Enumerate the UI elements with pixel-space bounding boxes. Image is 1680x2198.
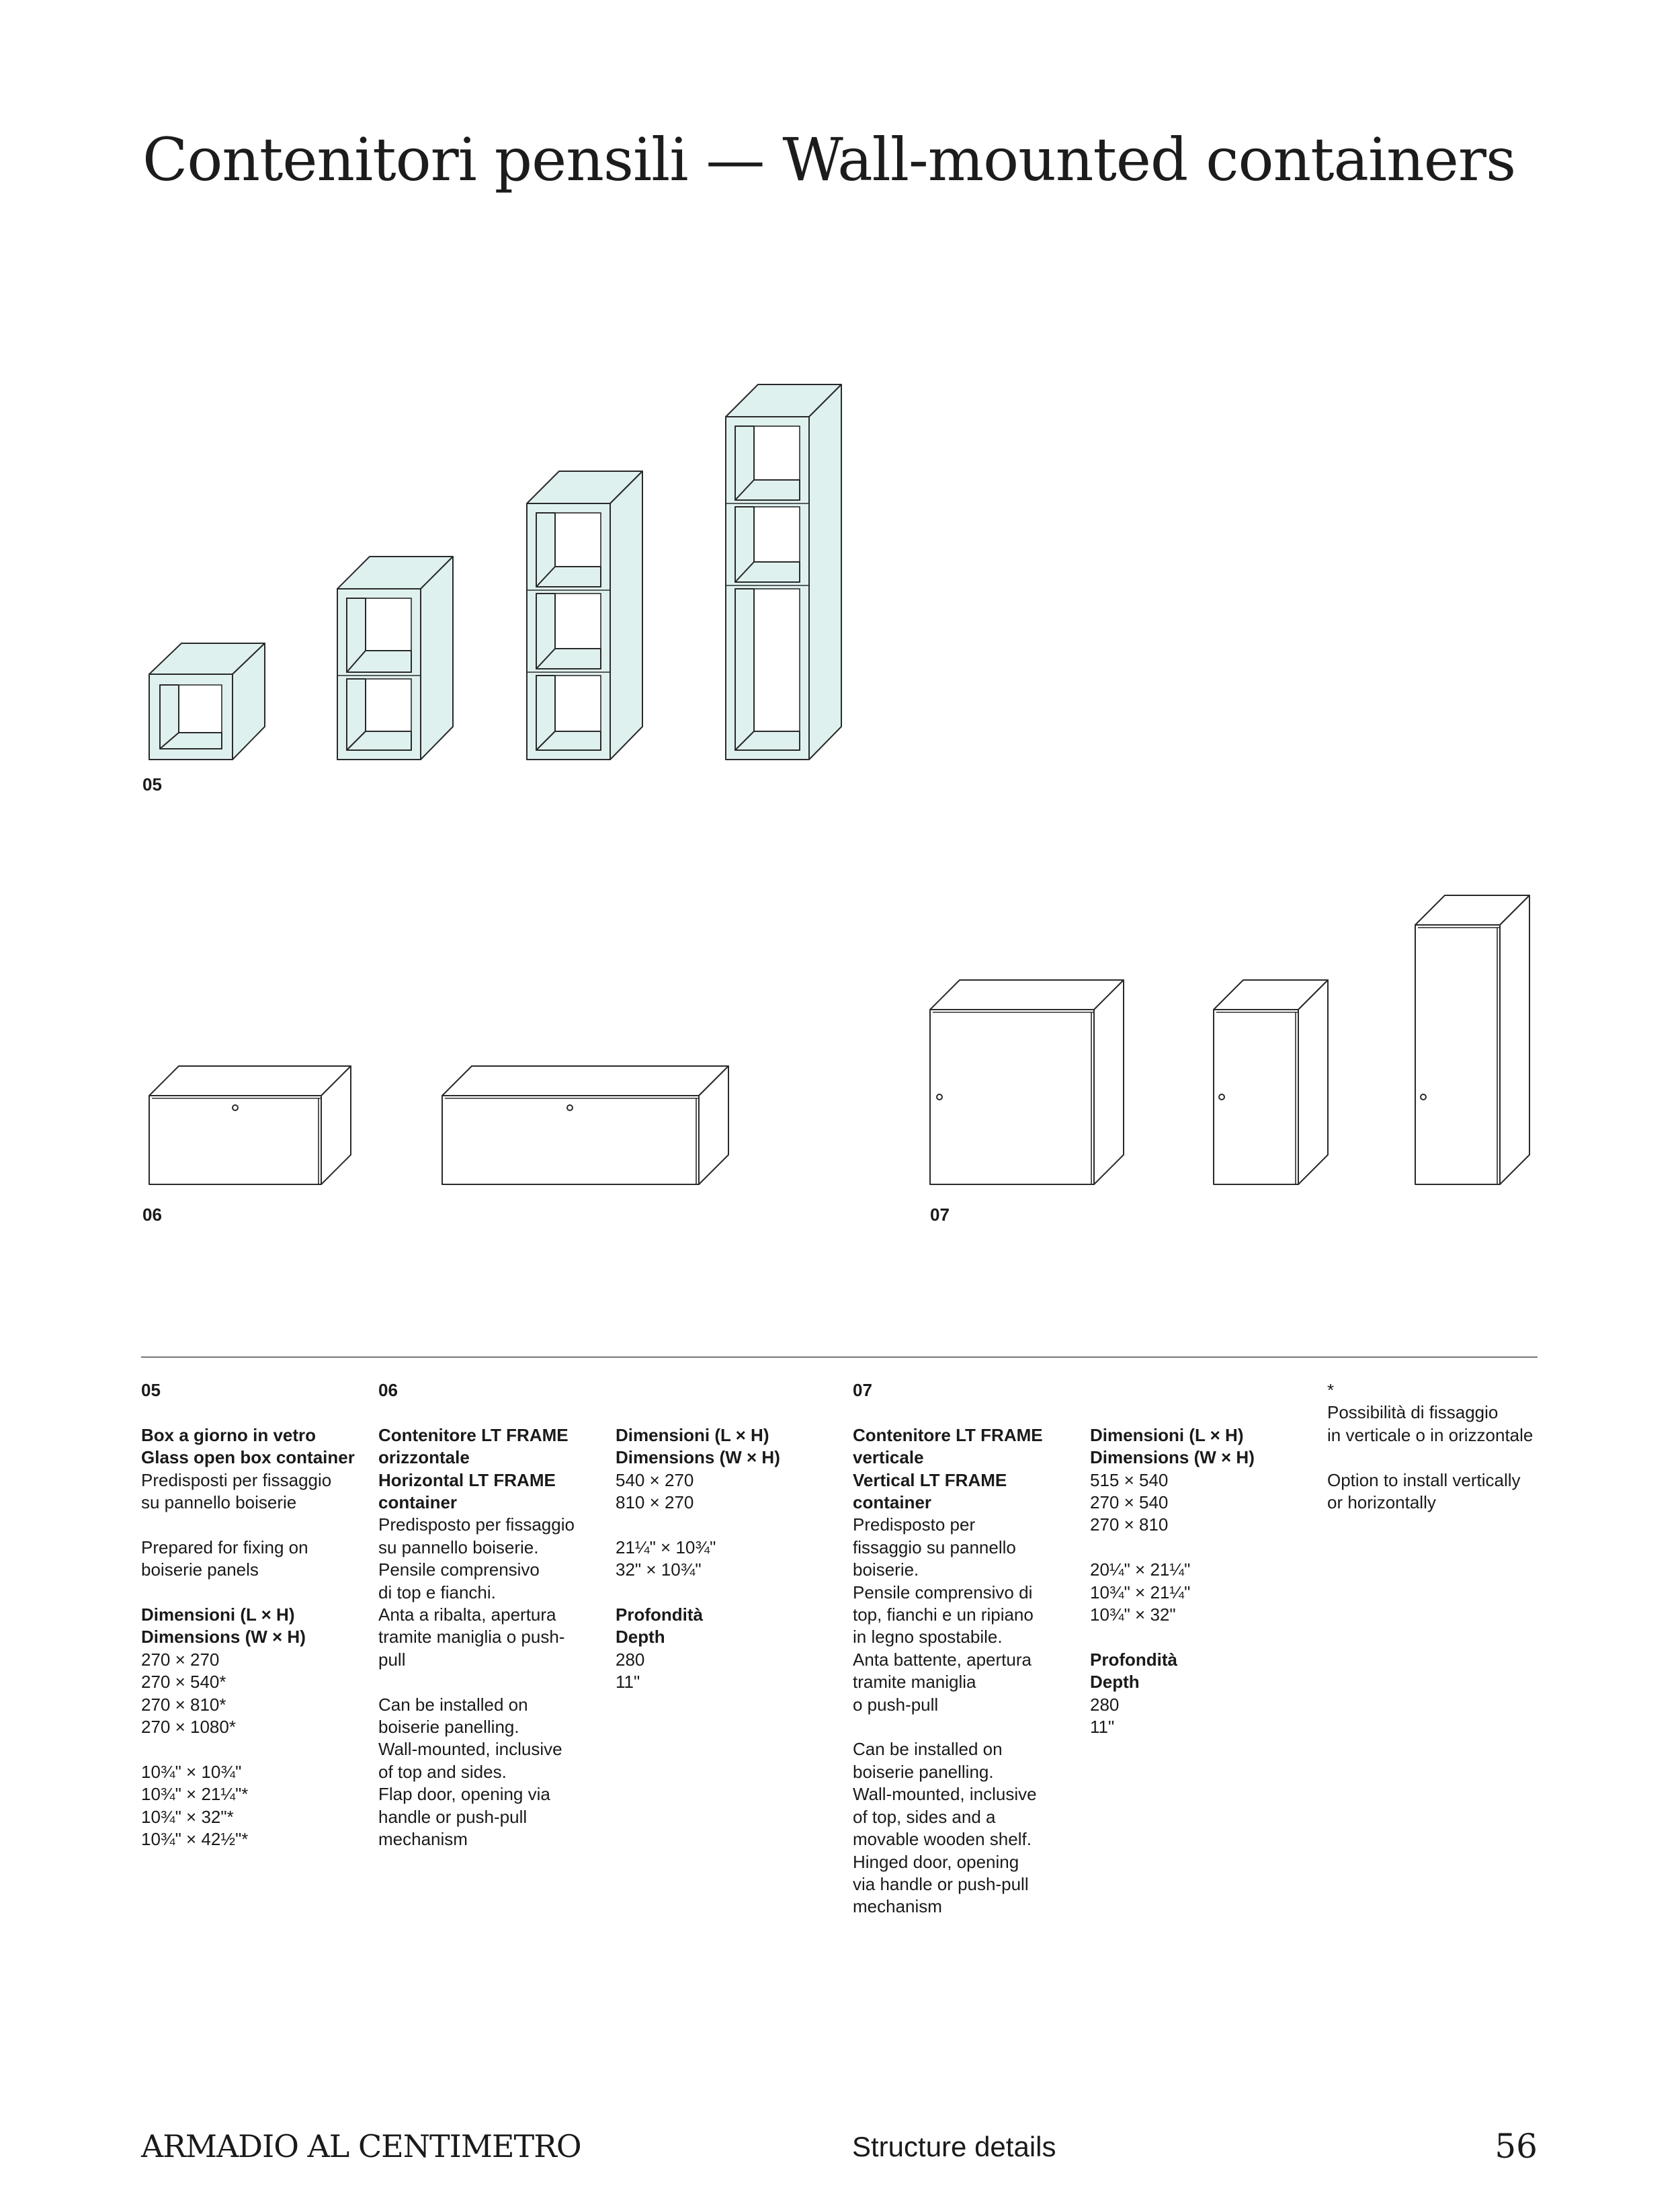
horizontal-container-810x270 bbox=[442, 1066, 728, 1184]
spec-line: movable wooden shelf. bbox=[853, 1829, 1032, 1850]
spec-line: verticale bbox=[853, 1447, 924, 1468]
spec-line: Profondità bbox=[1090, 1649, 1177, 1670]
spec-line: 20¼" × 21¼" bbox=[1090, 1559, 1191, 1580]
spec-line: Dimensions (W × H) bbox=[616, 1447, 780, 1468]
horizontal-container-540x270 bbox=[149, 1066, 351, 1184]
spec-line: 280 bbox=[616, 1649, 645, 1670]
spec-line: Dimensions (W × H) bbox=[1090, 1447, 1255, 1468]
footnote-asterisk: * bbox=[1327, 1380, 1335, 1400]
page-title: Contenitori pensili — Wall-mounted containers bbox=[142, 125, 1516, 194]
spacer bbox=[141, 1582, 355, 1604]
spec-line: 10¾" × 21¼"* bbox=[141, 1784, 249, 1805]
spec-line: in verticale o in orizzontale bbox=[1327, 1424, 1534, 1445]
spec-number: 06 bbox=[378, 1380, 398, 1400]
spec-column-05 bbox=[141, 1379, 355, 1850]
page-number: 56 bbox=[1495, 2127, 1538, 2166]
spec-line: Predisposti per fissaggio bbox=[141, 1469, 332, 1490]
spec-line: of top and sides. bbox=[378, 1761, 507, 1782]
footer-brand: ARMADIO AL CENTIMETRO bbox=[141, 2128, 581, 2164]
spec-line: Contenitore LT FRAME bbox=[378, 1424, 569, 1445]
spec-number bbox=[1090, 1379, 1255, 1401]
spec-line: 280 bbox=[1090, 1694, 1120, 1715]
figure-label-07: 07 bbox=[930, 1205, 950, 1225]
spacer bbox=[616, 1514, 780, 1536]
spec-line: Contenitore LT FRAME bbox=[853, 1424, 1043, 1445]
section-divider bbox=[141, 1356, 1538, 1358]
spec-line: in legno spostabile. bbox=[853, 1627, 1003, 1647]
spec-line: o push-pull bbox=[853, 1694, 939, 1715]
spec-line: 270 × 270 bbox=[141, 1649, 220, 1670]
spacer bbox=[1090, 1626, 1255, 1648]
glass-box-270x810 bbox=[527, 471, 642, 760]
spec-line: Can be installed on bbox=[378, 1694, 528, 1715]
spec-lines bbox=[141, 1424, 355, 1851]
spec-line: or horizontally bbox=[1327, 1492, 1436, 1513]
spacer bbox=[616, 1582, 780, 1604]
spec-line: 270 × 540 bbox=[1090, 1492, 1169, 1512]
spec-line: su pannello boiserie bbox=[141, 1492, 297, 1513]
spec-line: Wall-mounted, inclusive bbox=[853, 1784, 1037, 1805]
spec-line: Depth bbox=[616, 1627, 665, 1647]
figure-label-05: 05 bbox=[142, 774, 162, 795]
spec-number bbox=[616, 1379, 780, 1401]
spec-line: container bbox=[378, 1492, 458, 1513]
spec-number: 07 bbox=[853, 1380, 872, 1400]
spec-column-07-description bbox=[853, 1379, 1043, 1918]
spec-line: Anta battente, apertura bbox=[853, 1649, 1032, 1670]
spec-line: 270 × 1080* bbox=[141, 1717, 236, 1738]
spec-line: of top, sides and a bbox=[853, 1806, 996, 1827]
spec-line: Profondità bbox=[616, 1604, 703, 1625]
spec-line: orizzontale bbox=[378, 1447, 470, 1468]
spec-line: fissaggio su pannello bbox=[853, 1537, 1016, 1557]
spec-line: Prepared for fixing on bbox=[141, 1537, 308, 1557]
spec-line: Box a giorno in vetro bbox=[141, 1424, 317, 1445]
spec-lines bbox=[1327, 1401, 1533, 1514]
vertical-container-270x540 bbox=[1214, 980, 1328, 1184]
spec-lines bbox=[616, 1424, 780, 1694]
spec-line: boiserie. bbox=[853, 1559, 919, 1580]
spec-line: Dimensioni (L × H) bbox=[616, 1424, 769, 1445]
spec-line: 270 × 540* bbox=[141, 1672, 226, 1693]
spec-line: 270 × 810 bbox=[1090, 1514, 1169, 1535]
spec-line: 11" bbox=[616, 1672, 640, 1693]
spec-column-note bbox=[1327, 1379, 1533, 1514]
glass-box-270x270 bbox=[149, 643, 265, 760]
spec-line: Vertical LT FRAME bbox=[853, 1469, 1007, 1490]
spacer bbox=[141, 1738, 355, 1760]
spec-line: 270 × 810* bbox=[141, 1694, 226, 1715]
spacer bbox=[141, 1514, 355, 1536]
spec-line: Horizontal LT FRAME bbox=[378, 1469, 556, 1490]
footer-section: Structure details bbox=[852, 2131, 1056, 2162]
spec-line: 32" × 10¾" bbox=[616, 1559, 702, 1580]
spacer bbox=[1327, 1447, 1533, 1469]
spec-lines bbox=[853, 1424, 1043, 1918]
spec-line: Dimensions (W × H) bbox=[141, 1627, 306, 1647]
spec-line: 810 × 270 bbox=[616, 1492, 694, 1512]
spec-line: 540 × 270 bbox=[616, 1469, 694, 1490]
spec-line: container bbox=[853, 1492, 932, 1513]
spec-line: Wall-mounted, inclusive bbox=[378, 1739, 562, 1760]
spec-line: Predisposto per bbox=[853, 1514, 976, 1535]
spec-line: 10¾" × 32"* bbox=[141, 1806, 234, 1827]
figure-label-06: 06 bbox=[142, 1205, 162, 1225]
spec-line: 10¾" × 21¼" bbox=[1090, 1582, 1191, 1602]
spec-line: 10¾" × 32" bbox=[1090, 1604, 1176, 1625]
spec-line: Predisposto per fissaggio bbox=[378, 1514, 575, 1535]
spec-lines bbox=[1090, 1424, 1255, 1739]
spec-column-06-dimensions bbox=[616, 1379, 780, 1694]
spec-line: Dimensioni (L × H) bbox=[141, 1604, 295, 1625]
spec-line: mechanism bbox=[853, 1896, 942, 1917]
spec-line: Dimensioni (L × H) bbox=[1090, 1424, 1244, 1445]
spec-line: Glass open box container bbox=[141, 1447, 355, 1468]
spec-line: pull bbox=[378, 1649, 406, 1670]
spec-line: Option to install vertically bbox=[1327, 1469, 1521, 1490]
spec-line: via handle or push-pull bbox=[853, 1873, 1029, 1894]
spec-line: tramite maniglia bbox=[853, 1672, 976, 1693]
spec-number: 05 bbox=[141, 1380, 161, 1400]
spec-line: Can be installed on bbox=[853, 1739, 1003, 1760]
glass-box-270x540 bbox=[337, 557, 453, 760]
spec-line: boiserie panelling. bbox=[853, 1761, 994, 1782]
spec-line: di top e fianchi. bbox=[378, 1582, 496, 1602]
spec-line: top, fianchi e un ripiano bbox=[853, 1604, 1034, 1625]
spec-line: Depth bbox=[1090, 1672, 1140, 1693]
spec-line: Pensile comprensivo bbox=[378, 1559, 540, 1580]
spec-line: tramite maniglia o push- bbox=[378, 1627, 565, 1647]
spec-line: 21¼" × 10¾" bbox=[616, 1537, 716, 1557]
spec-line: 11" bbox=[1090, 1717, 1115, 1738]
spacer bbox=[853, 1716, 1043, 1738]
spec-line: Flap door, opening via bbox=[378, 1784, 550, 1805]
vertical-container-270x810 bbox=[1415, 895, 1529, 1184]
spec-line: 515 × 540 bbox=[1090, 1469, 1169, 1490]
spec-line: Hinged door, opening bbox=[853, 1851, 1019, 1872]
spec-line: Pensile comprensivo di bbox=[853, 1582, 1033, 1602]
spec-line: Possibilità di fissaggio bbox=[1327, 1402, 1499, 1423]
glass-box-270x1080 bbox=[726, 384, 841, 760]
spec-column-07-dimensions bbox=[1090, 1379, 1255, 1738]
spec-column-06-description bbox=[378, 1379, 575, 1851]
spacer bbox=[1090, 1537, 1255, 1559]
spec-line: su pannello boiserie. bbox=[378, 1537, 539, 1557]
spec-lines bbox=[378, 1424, 575, 1851]
spec-line: handle or push-pull bbox=[378, 1806, 528, 1827]
vertical-container-515x540 bbox=[930, 980, 1124, 1184]
spec-line: mechanism bbox=[378, 1829, 468, 1850]
spec-line: Anta a ribalta, apertura bbox=[378, 1604, 556, 1625]
spec-line: 10¾" × 42½"* bbox=[141, 1829, 249, 1850]
spec-line: 10¾" × 10¾" bbox=[141, 1761, 242, 1782]
spec-line: boiserie panels bbox=[141, 1559, 259, 1580]
spacer bbox=[378, 1671, 575, 1693]
spec-line: boiserie panelling. bbox=[378, 1717, 519, 1738]
